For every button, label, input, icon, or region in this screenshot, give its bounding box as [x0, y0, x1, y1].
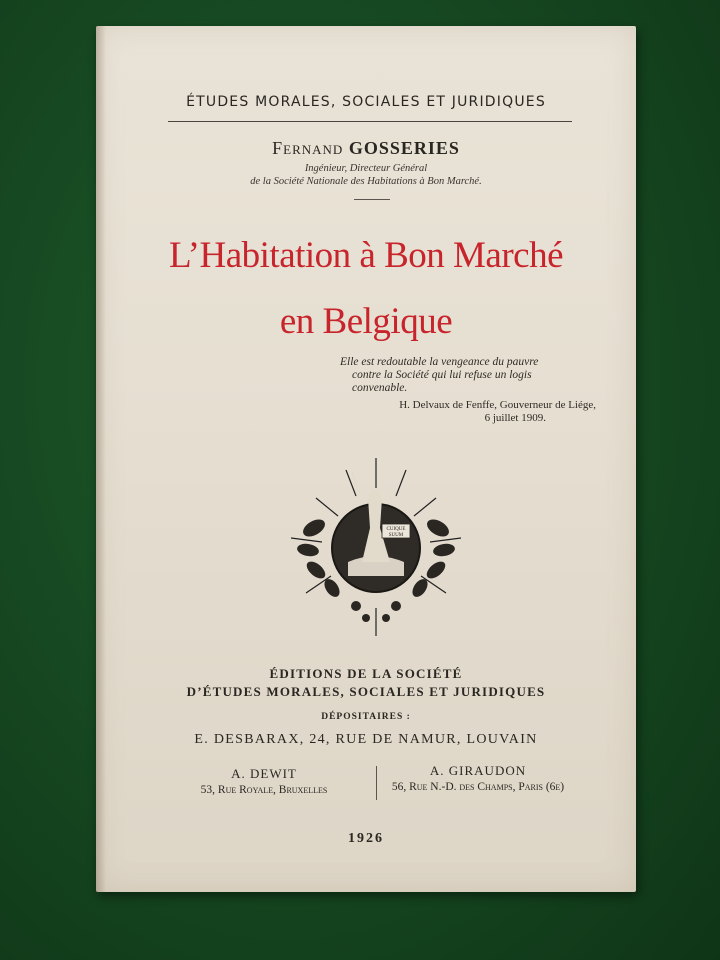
publisher-line2: D’ÉTUDES MORALES, SOCIALES ET JURIDIQUES [186, 684, 546, 699]
depositaire-left-address: 53, Rue Royale, Bruxelles [200, 784, 328, 796]
author-last-name: GOSSERIES [348, 138, 460, 158]
depositaire-right-name: A. GIRAUDON [429, 763, 527, 778]
title-line2: en Belgique [279, 301, 453, 342]
author-role-line2: de la Société Nationale des Habitations à Bon Marché. [250, 176, 482, 187]
top-rule [168, 121, 572, 122]
emblem-icon [286, 458, 466, 636]
depositaire-main: E. DESBARAX, 24, RUE DE NAMUR, LOUVAIN [194, 732, 538, 747]
short-rule [354, 199, 390, 200]
author-first-name: Fernand [272, 138, 344, 158]
depositaire-left-name: A. DEWIT [231, 766, 297, 781]
author-role-line1: Ingénieur, Directeur Général [304, 163, 428, 174]
epigraph-line1: Elle est redoutable la vengeance du pauvre [340, 356, 539, 368]
epigraph-date: 6 juillet 1909. [484, 412, 546, 424]
column-divider [376, 766, 377, 800]
epigraph-line2: contre la Société qui lui refuse un logis [352, 369, 532, 381]
publication-year: 1926 [348, 831, 384, 846]
depositaire-right [378, 763, 578, 793]
epigraph-line3: convenable. [352, 382, 408, 394]
depositaires-label: DÉPOSITAIRES : [321, 712, 411, 722]
author-name [96, 138, 636, 159]
emblem-text-1: CUIQUE [386, 527, 406, 532]
book-cover [96, 26, 636, 892]
epigraph-attribution [346, 399, 596, 425]
emblem-text-2: SUUM [388, 533, 404, 538]
title-line1: L’Habitation à Bon Marché [168, 235, 564, 276]
publisher-line1: ÉDITIONS DE LA SOCIÉTÉ [269, 666, 463, 681]
depositaire-left [164, 766, 364, 796]
epigraph [340, 356, 600, 395]
series-title: ÉTUDES MORALES, SOCIALES ET JURIDIQUES [186, 94, 546, 110]
depositaire-right-address: 56, Rue N.-D. des Champs, Paris (6e) [391, 781, 565, 793]
spine-shadow [96, 26, 106, 892]
epigraph-author: H. Delvaux de Fenffe, Gouverneur de Liége, [399, 399, 596, 411]
